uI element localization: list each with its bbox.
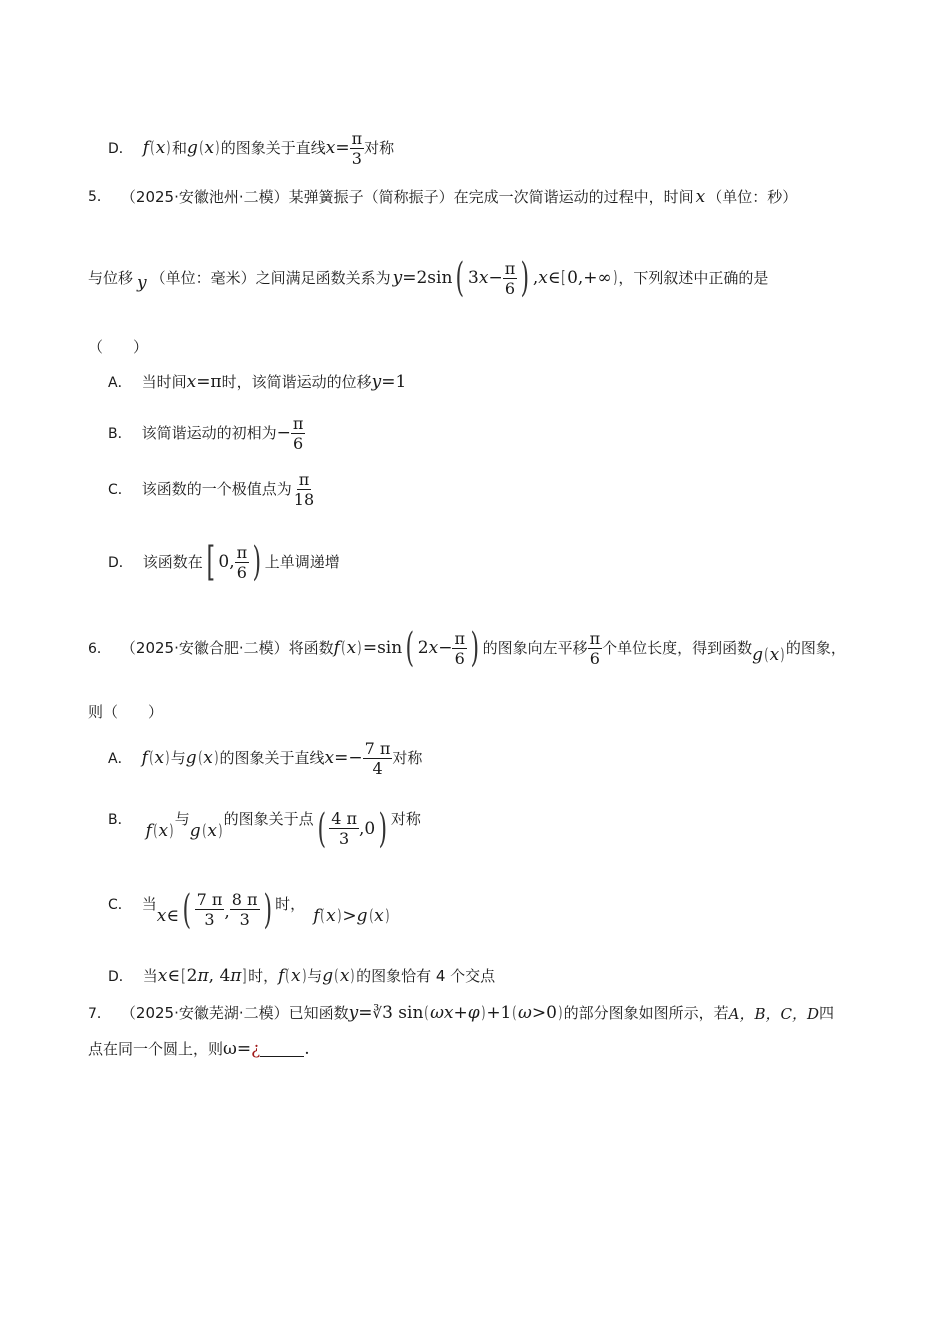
q7-stem-line1: 7． （2025·安徽芜湖·二模） 已知函数 y = ∛ 3 sin ( ωx + φ ) +1 ( ω >0 ) 的部分图象如图所示，若 A，B，C，D 四 — [88, 1003, 834, 1023]
fraction-pi-3: $\frac{\pi}{3}$ — [351, 128, 363, 168]
placeholder-mark: ¿ — [251, 1039, 261, 1059]
option-label: D． — [108, 969, 133, 985]
option-label: A． — [108, 751, 132, 767]
q5-option-b: B． 该简谐运动的初相为 − $\frac{\pi}{6}$ — [108, 413, 304, 453]
answer-blank[interactable] — [260, 1042, 304, 1057]
q5-option-d: D． 该函数在 [ 0, $\frac{\pi}{6}$ ) 上单调递增 — [108, 539, 340, 585]
q6-option-a: A． f ( x ) 与 g ( x ) 的图象关于直线 x =− $\frac{7 \pi}{4}$ 对称 — [108, 738, 423, 778]
q7-stem-line2: 点在同一个圆上，则 ω= ¿ . — [88, 1039, 310, 1059]
q5-bracket: （ ） — [88, 338, 149, 356]
q5-option-c: C． 该函数的一个极值点为 $\frac{\pi}{18}$ — [108, 469, 315, 509]
option-label: D． — [108, 555, 133, 571]
q6-option-b: B． f ( x ) 与 g ( x ) 的图象关于点 ( $\frac{4 \pi}{3}$ ,0 ) 对称 — [108, 806, 421, 852]
option-label: C． — [108, 897, 132, 913]
option-label: A． — [108, 375, 132, 391]
q6-option-c: C． 当 x ∈ ( $\frac{7 \pi}{3}$ , $\frac{8 \pi}{3}$ ) 时， f ( x ) > g ( x ) — [108, 887, 390, 933]
option-label: D． — [108, 141, 133, 157]
q5-stem-line2: 与位移 y （单位：毫米）之间满足函数关系为 y =2sin ( 3 x − $\frac{\pi}{6}$ ) , x ∈ [ 0,+∞ ) ，下列叙述中正确的是 — [88, 255, 769, 301]
question-number: 7． — [88, 1006, 111, 1022]
q6-stem-line1: 6． （2025·安徽合肥·二模） 将函数 f ( x ) =sin ( 2 x − $\frac{\pi}{6}$ ) 的图象向左平移 $\frac{\pi}{6}$ 个单位长度，得到函数 g ( x ) 的图象， — [88, 625, 846, 671]
option-label: C． — [108, 482, 132, 498]
question-source: （2025·安徽池州·二模） — [120, 188, 289, 206]
q6-bracket: 则（ ） — [88, 703, 164, 721]
q5-stem-line1: 5． （2025·安徽池州·二模） 某弹簧振子（简称振子）在完成一次简谐运动的过程中，时间 x （单位：秒） — [88, 187, 798, 207]
question-number: 5． — [88, 189, 111, 205]
question-number: 6． — [88, 641, 111, 657]
question-source: （2025·安徽芜湖·二模） — [120, 1004, 289, 1022]
option-label: B． — [108, 812, 132, 828]
option-label: B． — [108, 426, 132, 442]
question-source: （2025·安徽合肥·二模） — [120, 639, 289, 657]
q4-option-d: D． f ( x ) 和 g ( x ) 的图象关于直线 x = $\frac{\pi}{3}$ 对称 — [108, 128, 395, 168]
q6-option-d: D． 当 x ∈ [ 2 π , 4 π ] 时， f ( x ) 与 g ( x ) 的图象恰有 4 个交点 — [108, 966, 496, 986]
q5-option-a: A． 当时间 x =π 时，该简谐运动的位移 y =1 — [108, 372, 407, 392]
